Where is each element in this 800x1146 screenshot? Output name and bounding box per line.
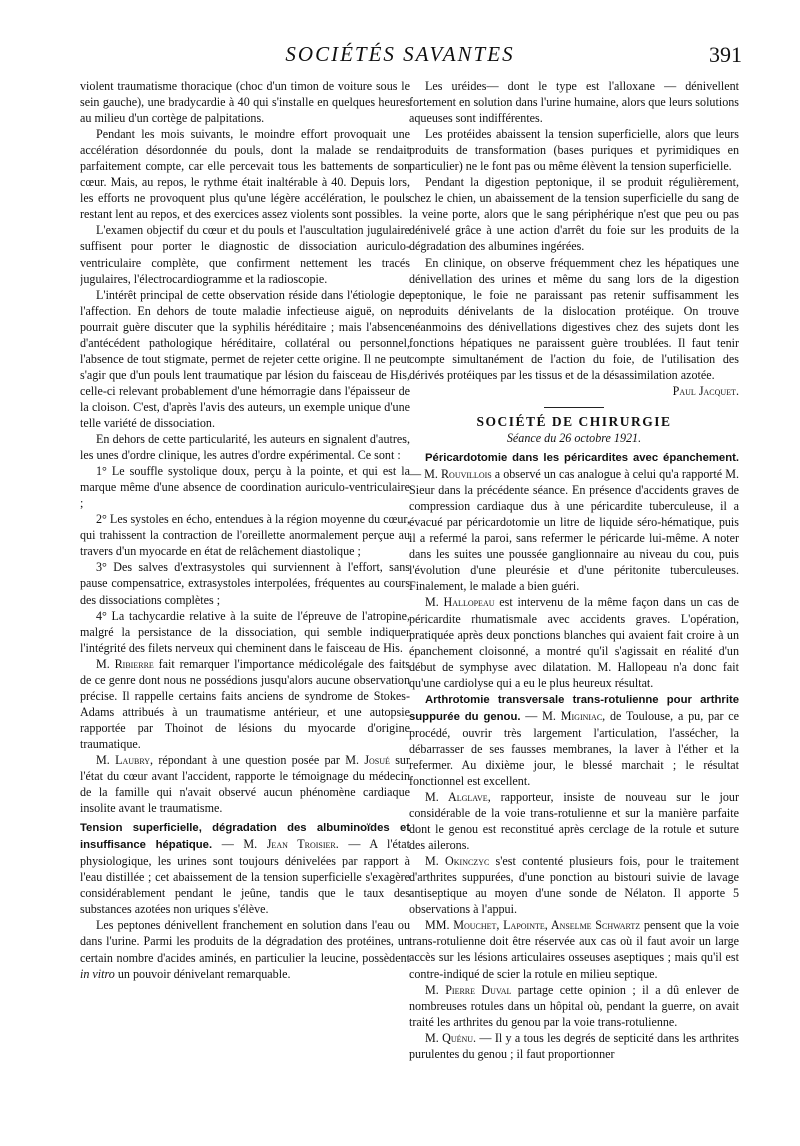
speaker-name: M. Quénu. (425, 1030, 477, 1045)
communication-heading: Péricardotomie dans les péricardites avec épanchement. (425, 452, 739, 465)
paragraph-text: a observé un cas analogue à celui qu'a rapporté M. Sieur dans la précédente séance. En présence d'accidents graves de compression cardiaque dus à une péricardite tuberculeuse, il a évacué par péricardotomie un litre de liquide séro-hématique, puis il a refermé la paroi, sans refermer le péricarde lui-même. A noter dans les suites une poussée ganglionnaire au niveau du cou, puis l'évolution d'une pleurésie et d'une péritonite tuberculeuses. Finalement, le malade a bien guéri. (409, 467, 739, 594)
right-column (409, 78, 739, 1138)
paragraph-text: un pouvoir dénivelant remarquable. (114, 966, 291, 981)
paragraph-text: , de Toulouse, a pu, par ce procédé, ouvrir très largement l'articulation, l'assécher, la débarrasser de ses fausses membranes, la laver à l'éther et la refermer. Au dixième jour, le blessé marchait ; le résultat fonctionnel est excellent. (409, 708, 739, 788)
paragraph (80, 656, 410, 752)
paragraph-text: est intervenu de la même façon dans un cas de péricardite rhumatismale avec accidents graves. L'opération, pratiquée après deux ponctions blanches qui avaient fait croire à un épanchement cloisonné, a montré qu'il s'agissait en réalité d'un début de symphyse avec dilatation. M. Hallopeau n'a donc fait qu'une cardiolyse qui a eu le plus heureux résultat. (409, 595, 739, 690)
paragraph (80, 752, 410, 816)
paragraph: Les protéides abaissent la tension superficielle, alors que leurs produits de transformation (bases puriques et pyrimidiques en particulier) ne le font pas ou même élèvent la tension superficielle. (409, 127, 739, 174)
page-number: 391 (709, 42, 742, 67)
left-column (80, 78, 410, 1138)
paragraph-text: — Il y a tous les degrés de septicité dans les arthrites purulentes du genou ; il faut proportionner (409, 1030, 739, 1061)
paragraph-text: Les peptones dénivellent franchement en solution dans l'eau ou dans l'urine. Parmi les produits de la dégradation des protéines, un certain nombre d'acides aminés, en particulier la leucine, possèdent (80, 918, 410, 965)
paragraph: violent traumatisme thoracique (choc d'un timon de voiture sous le sein gauche), une bradycardie à 40 qui s'installe en quelques heures au milieu d'un cortège de palpitations. (80, 79, 410, 126)
author-signature: Paul Jacquet. (672, 383, 739, 398)
paragraph-text: partage cette opinion ; il a dû enlever de nombreuses rotules dans un hôpital où, pendant la guerre, on avait traité les arthrites du genou par la voie trans-rotulienne. (409, 982, 739, 1029)
speaker-name: M. Ribierre (96, 656, 154, 671)
speaker-name: M. Josué (345, 752, 390, 767)
speaker-name: — M. Miginiac (520, 708, 603, 723)
paragraph: Pendant les mois suivants, le moindre effort provoquait une accélération désordonnée du pouls, dont la malade se rendait parfaitement compte, car elle percevait tous les battements de son cœur. Mais, au repos, le rythme était inaltérable à 40. Depuis lors, les efforts ne provoquent plus qu'une légère accélération, le pouls restant lent au repos, et des exercices assez violents sont possibles. (80, 127, 410, 222)
speaker-name: M. Pierre Duval (425, 982, 512, 997)
communication-paragraph (409, 691, 739, 789)
speaker-name: MM. Mouchet, Lapointe, Anselme Schwartz (425, 918, 641, 933)
paragraph: En dehors de cette particularité, les auteurs en signalent d'autres, les unes d'ordre clinique, les autres d'ordre expérimental. Ce sont : (80, 432, 410, 463)
paragraph-text: sur l'état du cœur avant l'accident, rapporte le témoignage du médecin de la famille qui n'avait observé aucun phénomène cardiaque insolite avant le traumatisme. (80, 752, 410, 816)
paragraph (409, 982, 739, 1030)
paragraph-text: pensent que la voie trans-rotulienne doit être réservée aux cas où il faut avoir un large accès sur les lésions articulaires osseuses aseptiques ; mais qu'il est contre-indiqué de scier la rotule en milieu septique. (409, 918, 739, 981)
italic-term: in vitro (80, 966, 115, 981)
paragraph (409, 917, 739, 981)
list-item: 4° La tachycardie relative à la suite de l'épreuve de l'atropine, malgré la persistance de la dissociation, qui semble indiquer l'intégrité des filets nerveux qui cheminent dans le faisceau de His. (80, 608, 410, 655)
paragraph (409, 789, 739, 853)
list-item: 3° Des salves d'extrasystoles qui surviennent à l'effort, sans pause compensatrice, extrasystoles interpolées, fréquentes au cours des dissociations complètes ; (80, 560, 410, 607)
speaker-name: — M. Rouvillois (409, 467, 492, 482)
list-item: 2° Les systoles en écho, entendues à la région moyenne du cœur, qui trahissent la contraction de l'oreillette anormalement perçue au travers d'un myocarde en état de relâchement diastolique ; (80, 512, 410, 559)
section-divider (544, 407, 604, 408)
paragraph-text: fait remarquer l'importance médicolégale des faits de ce genre dont nous ne possédions jusqu'alors aucune observation précise. Il rappelle certains faits anciens de syndrome de Stokes-Adams attribués à un traumatisme antérieur, et une autopsie rapportée par Thoinot de lésions du myocarde d'origine traumatique. (80, 656, 410, 751)
paragraph (409, 1030, 739, 1062)
paragraph (80, 917, 410, 981)
paragraph-text: , répondant à une question posée par (150, 752, 346, 767)
speaker-name: — M. Jean Troisier. (212, 837, 339, 852)
communication-heading: Arthrotomie transversale trans-rotulienne pour arthrite suppurée du genou. (409, 693, 739, 723)
session-date: Séance du 26 octobre 1921. (506, 430, 642, 445)
speaker-name: M. Hallopeau (425, 595, 495, 610)
communication-heading: Tension superficielle, dégradation des albuminoïdes et insuffisance hépatique. (80, 822, 410, 852)
speaker-name: M. Laubry (96, 752, 151, 767)
communication-paragraph (409, 449, 739, 594)
running-header-title: SOCIÉTÉS SAVANTES (285, 42, 515, 66)
list-item: 1° Le souffle systolique doux, perçu à la pointe, et qui est la marque même d'une absence de coordination auriculo-ventriculaire ; (80, 464, 410, 511)
paragraph: Les uréides— dont le type est l'alloxane — dénivellent fortement en solution dans l'urine humaine, alors que leurs solutions aqueuses sont indifférentes. (409, 79, 739, 126)
section-title: SOCIÉTÉ DE CHIRURGIE (476, 413, 672, 429)
paragraph-text: — A l'état physiologique, les urines sont toujours dénivelées par rapport à l'eau distillée ; cet abaissement de la tension superficielle s'exagère considérablement pendant le jeûne, tandis que le taux des substances azotées non uriques s'élève. (80, 837, 410, 917)
paragraph: En clinique, on observe fréquemment chez les hépatiques une dénivellation des urines et même du sang lors de la digestion peptonique, le foie ne paraissant pas retenir suffisamment les produits dénivelants de la dislocation protéique. On trouve néanmoins des dénivellations digestives chez des sujets dont les fonctions hépatiques ne paraissent guère troublées. Il faut tenir compte simultanément de l'action du foie, de l'utilisation des dérivés protéiques par les tissus et de la désassimilation azotée. (409, 255, 739, 382)
paragraph (409, 853, 739, 917)
paragraph-text: , rapporteur, insiste de nouveau sur le jour considérable de la voie trans-rotulienne et sur la manière parfaite dont le genou est reconstitué après cerclage de la rotule et suture des ailerons. (409, 790, 739, 853)
paragraph (409, 594, 739, 690)
speaker-name: M. Okinczyc (425, 854, 490, 869)
paragraph: L'examen objectif du cœur et du pouls et l'auscultation jugulaire suffisent pour porter le diagnostic de dissociation auriculo-ventriculaire complète, que confirment nettement les tracés jugulaires, l'électrocardiogramme et la radioscopie. (80, 223, 410, 286)
speaker-name: M. Alglave (425, 790, 488, 805)
communication-paragraph (80, 819, 410, 917)
paragraph-text: s'est contenté plusieurs fois, pour le traitement d'arthrites suppurées, d'une ponction au bistouri suivie de lavage antiseptique au moyen d'une sonde de Nélaton. Il apporte 5 observations à l'appui. (409, 854, 739, 917)
paragraph: Pendant la digestion peptonique, il se produit régulièrement, chez le chien, un abaissement de la tension superficielle du sang de la veine porte, alors que le sang périphérique n'est que peu ou pas dénivelé grâce à une action d'arrêt du foie sur les produits de la dégradation des albumines ingérées. (409, 175, 739, 254)
paragraph: L'intérêt principal de cette observation réside dans l'étiologie de l'affection. En dehors de toute maladie infectieuse aiguë, on ne pourrait guère discuter que la syphilis héréditaire ; mais l'absence d'antécédent pathologique héréditaire, collatéral ou personnel, l'absence de tout stigmate, permet de rejeter cette origine. Il ne peut s'agir que d'un pouls lent traumatique par lésion du faisceau de His, celle-ci relevant probablement d'une hémorragie dans l'épaisseur de la cloison. C'est, d'après l'avis des auteurs, un exemple unique d'une telle variété de dissociation. (80, 287, 410, 430)
